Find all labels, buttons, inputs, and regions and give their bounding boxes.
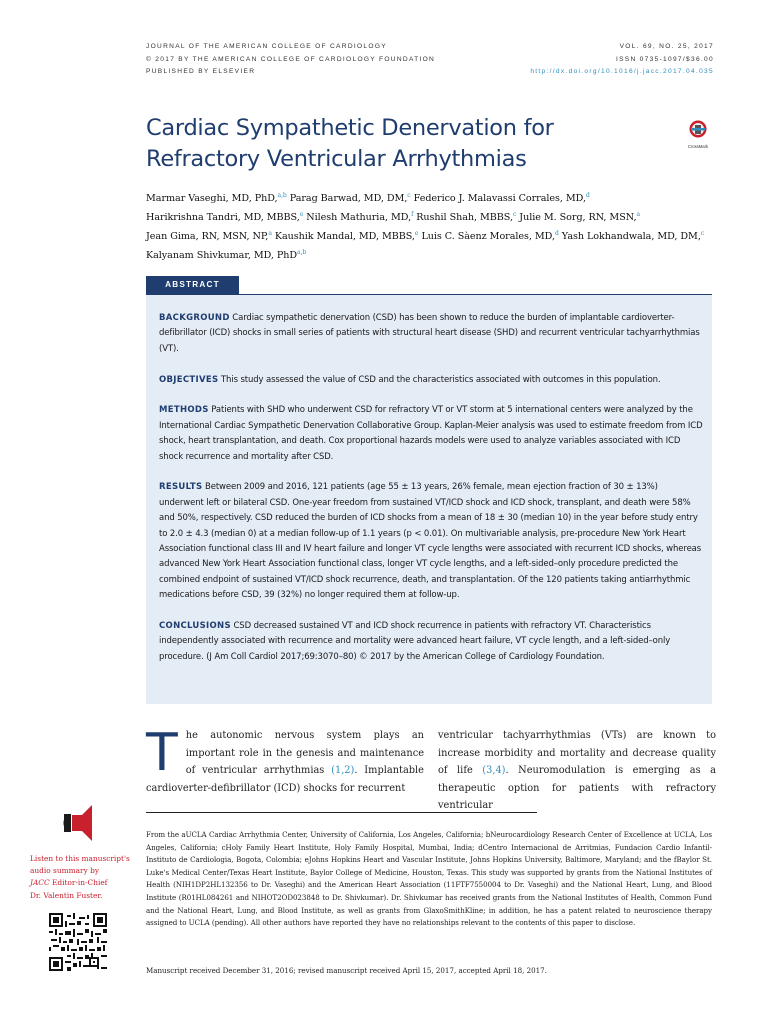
citation-link[interactable]: (1,2) [331, 765, 355, 776]
section-label: METHODS [159, 405, 209, 416]
affiliations-footnote: From the aUCLA Cardiac Arrhythmia Center, University of California, Los Angeles, California; bNeurocardiology Research Center of Excellence at UCLA, Los Angeles, California; cHoly Family Heart Institute, Holy Family Hospital, Mumbai, India; dCentro Internacional de Arritmias, Fundacion Cardio Infantil-Instituto de Cardiologia, Bogota, Colombia; eJohns Hopkins Heart and Vascular Institute, Johns Hopkins University, Baltimore, Maryland; and the fBaylor St. Luke's Medical Center/Texas Heart Institute, Baylor College of Medicine, Houston, Texas. This study was supported by grants from the National Institutes of Health (NIH1DP2HL132356 to Dr. Vaseghi) and the American Heart Association (11FTF7550004 to Dr. Vaseghi) and the National Heart, Lung, and Blood Institute (R01HL084261 and NIHOT2OD023848 to Dr. Shivkumar). Dr. Shivkumar has received grants from the National Institutes of Health, Common Fund and the National Heart, Lung, and Blood Institute, as well as grants from GlaxoSmithKline; in addition, he has a patent related to neuroscience therapy assigned to UCLA (pending). All other authors have reported they have no relationships relevant to the contents of this paper to disclose. [146, 830, 712, 928]
author: Jean Gima, RN, MSN, NP,$^a$ [146, 229, 272, 242]
copyright-line: © 2017 BY THE AMERICAN COLLEGE OF CARDIOLOGY FOUNDATION [146, 55, 436, 63]
footnote-divider [146, 812, 537, 813]
author: Nilesh Mathuria, MD,$^f$ [306, 210, 414, 223]
audio-summary-text[interactable]: Listen to this manuscript's audio summary by JACC Editor-in-Chief Dr. Valentin Fuster. [30, 854, 130, 900]
section-label: OBJECTIVES [159, 374, 219, 385]
abstract-conclusions: CONCLUSIONS CSD decreased sustained VT and ICD shock recurrence in patients with refractory VT. Characteristics independently associated with recurrence and mortality were advanced heart failure, VT cycle length, and a left-sided–only procedure. (J Am Coll Cardiol 2017;69:3070–80) © 2017 by the American College of Cardiology Foundation. [159, 621, 671, 662]
author: Julie M. Sorg, RN, MSN,$^a$ [519, 210, 640, 223]
author: Luis C. Sàenz Morales, MD,$^d$ [421, 229, 559, 242]
drop-cap: T [146, 723, 178, 783]
doi-link[interactable]: http://dx.doi.org/10.1016/j.jacc.2017.04.035 [530, 68, 714, 75]
body-column-left: The autonomic nervous system plays an important role in the genesis and maintenance of ventricular arrhythmias (1,2). Implantable cardioverter-defibrillator (ICD) shocks for recurrent [146, 723, 424, 794]
running-header-right [530, 41, 714, 79]
abstract-objectives: OBJECTIVES This study assessed the value of CSD and the characteristics associated with outcomes in this population. [159, 374, 661, 385]
audio-summary-button[interactable] [58, 800, 104, 846]
author: Kaushik Mandal, MD, MBBS,$^e$ [274, 229, 419, 242]
section-label: CONCLUSIONS [159, 621, 231, 632]
title-line-2: Refractory Ventricular Arrhythmias [146, 146, 527, 172]
article-title [146, 113, 646, 175]
qr-code-icon [49, 913, 107, 971]
abstract-tab: ABSTRACT [146, 276, 239, 294]
author: Yash Lokhandwala, MD, DM,$^c$ [561, 229, 705, 242]
author: Rushil Shah, MBBS,$^c$ [416, 210, 517, 223]
crossmark-label: CrossMark [687, 144, 709, 149]
author: Marmar Vaseghi, MD, PhD,$^{a,b}$ [146, 192, 287, 205]
section-label: RESULTS [159, 482, 203, 493]
crossmark-badge[interactable] [683, 120, 713, 149]
qr-code[interactable] [49, 913, 107, 971]
issn-line: ISSN 0735-1097/$36.00 [615, 55, 714, 63]
abstract-results: RESULTS Between 2009 and 2016, 121 patients (age 55 ± 13 years, 26% female, mean ejection fraction of 30 ± 13%) underwent left or bilateral CSD. One-year freedom from sustained VT/ICD shock and ICD shock, transplant, and death were 58% and 50%, respectively. CSD reduced the burden of ICD shocks from a mean of 18 ± 30 (median 10) in the year before study entry to 2.0 ± 4.3 (median 0) at a median follow-up of 1.1 years (p < 0.01). On multivariable analysis, pre-procedure New York Heart Association functional class III and IV heart failure and longer VT cycle lengths were associated with recurrent ICD shocks, whereas advanced New York Heart Association functional class, longer VT cycle lengths, and a left-sided–only procedure predicted the combined endpoint of sustained VT/ICD shock recurrence, death, and transplantation. Of the 120 patients taking antiarrhythmic medications before CSD, 39 (32%) no longer required them at follow-up. [159, 482, 702, 601]
publisher-line: PUBLISHED BY ELSEVIER [146, 68, 256, 75]
volume-line: VOL. 69, NO. 25, 2017 [619, 43, 714, 50]
abstract-background: BACKGROUND Cardiac sympathetic denervation (CSD) has been shown to reduce the burden of implantable cardioverter-defibrillator (ICD) shocks in small series of patients with structural heart disease (SHD) and recurrent ventricular tachyarrhythmias (VT). [159, 313, 700, 354]
abstract-content [159, 311, 704, 681]
journal-name: JOURNAL OF THE AMERICAN COLLEGE OF CARDIOLOGY [146, 43, 387, 50]
author-list [146, 188, 716, 263]
author: Kalyanam Shivkumar, MD, PhD$^{a,b}$ [146, 248, 307, 261]
speaker-icon [58, 800, 104, 846]
section-label: BACKGROUND [159, 313, 230, 323]
title-line-1: Cardiac Sympathetic Denervation for [146, 115, 554, 141]
abstract-methods: METHODS Patients with SHD who underwent CSD for refractory VT or VT storm at 5 international centers were analyzed by the International Cardiac Sympathetic Denervation Collaborative Group. Kaplan-Meier analysis was used to estimate freedom from ICD shock, heart transplantation, and death. Cox proportional hazards models were used to analyze variables associated with ICD shock recurrence and mortality after CSD. [159, 405, 703, 462]
author: Harikrishna Tandri, MD, MBBS,$^e$ [146, 210, 304, 223]
manuscript-received: Manuscript received December 31, 2016; revised manuscript received April 15, 2017, accepted April 18, 2017. [146, 966, 547, 975]
citation-link[interactable]: (3,4) [482, 765, 506, 776]
body-column-right: ventricular tachyarrhythmias (VTs) are known to increase morbidity and mortality and decrease quality of life (3,4). Neuromodulation is emerging as a therapeutic option for patients with refractory ventricular [438, 730, 716, 811]
author: Federico J. Malavassi Corrales, MD,$^d$ [413, 192, 590, 205]
crossmark-icon [683, 120, 713, 142]
running-header-left [146, 41, 435, 79]
author: Parag Barwad, MD, DM,$^c$ [289, 192, 411, 205]
